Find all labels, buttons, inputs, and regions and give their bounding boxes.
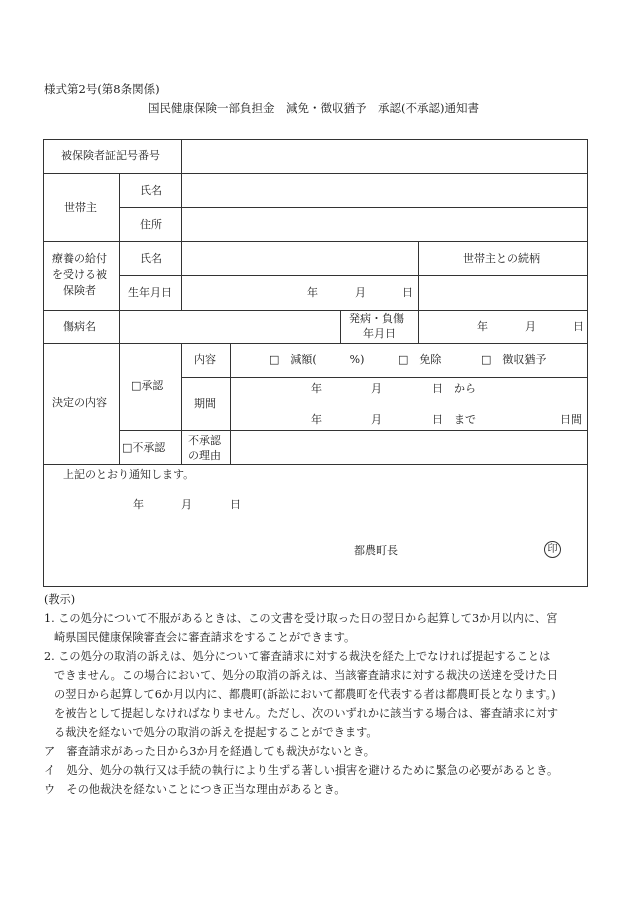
- decision-label: 決定の内容: [52, 396, 107, 409]
- disapprove-reason-label-line2: の理由: [188, 449, 221, 462]
- householder-address-label: 住所: [140, 218, 162, 231]
- relationship-label: 世帯主との続柄: [463, 252, 540, 265]
- approve-checkbox-label[interactable]: □承認: [131, 379, 164, 392]
- recipient-name-label: 氏名: [140, 252, 162, 265]
- form-number: 様式第2号(第8条関係): [44, 82, 160, 96]
- householder-label: 世帯主: [64, 201, 97, 214]
- note-item1-line1: 1. この処分について不服があるときは、この文書を受け取った日の翌日から起算して3か月以内に、宮: [44, 612, 558, 625]
- seal-char: 印: [547, 544, 558, 555]
- note-item-u: ウ その他裁決を経ないことにつき正当な理由があるとき。: [44, 783, 346, 796]
- onset-day: 日: [573, 320, 584, 333]
- onset-month: 月: [525, 320, 536, 333]
- instructions-section: [44, 590, 594, 799]
- option-deferral[interactable]: □ 徴収猶予: [481, 353, 547, 366]
- onset-year: 年: [477, 320, 488, 333]
- note-item1-line2: 崎県国民健康保険審査会に審査請求をすることができます。: [54, 631, 356, 644]
- notice-form-table: [43, 139, 588, 587]
- note-item-a: ア 審査請求があった日から3か月を経過しても裁決がないとき。: [44, 745, 375, 758]
- note-item2-line3: の翌日から起算して6か月以内に、都農町(訴訟において都農町を代表する者は都農町長となります。): [54, 688, 556, 701]
- note-item-i: イ 処分、処分の執行又は手続の執行により生ずる著しい損害を避けるために緊急の必要があるとき。: [44, 764, 559, 777]
- householder-name-field[interactable]: [182, 174, 587, 207]
- disease-label: 傷病名: [63, 320, 96, 333]
- content-label: 内容: [194, 353, 216, 366]
- recipient-label-line2: を受ける被: [52, 268, 107, 281]
- birthdate-day: 日: [402, 286, 413, 299]
- option-exemption[interactable]: □ 免除: [398, 353, 442, 366]
- birthdate-year: 年: [307, 286, 318, 299]
- document-title: 国民健康保険一部負担金 減免・徴収猶予 承認(不承認)通知書: [148, 101, 479, 115]
- notice-day: 日: [230, 498, 241, 511]
- note-item2-line2: できません。この場合において、処分の取消の訴えは、当該審査請求に対する裁決の送達を受けた日: [54, 669, 558, 682]
- period-end-year: 年: [311, 413, 322, 426]
- note-item2-line5: る裁決を経ないで処分の取消の訴えを提起することができます。: [54, 726, 378, 739]
- notice-year: 年: [133, 498, 144, 511]
- onset-label-line1: 発病・負傷: [349, 312, 404, 325]
- insured-number-field[interactable]: [182, 140, 587, 173]
- note-item2-line4: を被告として提起しなければなりません。ただし、次のいずれかに該当する場合は、審査請求に対す: [54, 707, 559, 720]
- period-end-day: 日 まで: [432, 413, 476, 426]
- insured-number-label: 被保険者証記号番号: [61, 149, 160, 162]
- period-end-month: 月: [371, 413, 382, 426]
- recipient-name-field[interactable]: [182, 242, 418, 275]
- disapprove-checkbox-label[interactable]: □不承認: [122, 441, 166, 454]
- notes-heading: (教示): [44, 593, 76, 606]
- note-item2-line1: 2. この処分の取消の訴えは、処分について審査請求に対する裁決を経た上でなければ提起することは: [44, 650, 551, 663]
- notice-month: 月: [181, 498, 192, 511]
- period-label: 期間: [194, 397, 216, 410]
- disease-field[interactable]: [120, 311, 340, 343]
- relationship-field[interactable]: [419, 276, 587, 310]
- notice-text: 上記のとおり通知します。: [63, 468, 195, 481]
- seal-mark: [544, 541, 561, 558]
- onset-label-line2: 年月日: [363, 327, 396, 340]
- recipient-label-line1: 療養の給付: [52, 252, 107, 265]
- householder-name-label: 氏名: [140, 184, 162, 197]
- householder-address-field[interactable]: [182, 208, 587, 241]
- period-start-year: 年: [311, 382, 322, 395]
- option-reduction[interactable]: □ 減額( %): [269, 353, 365, 366]
- birthdate-label: 生年月日: [128, 286, 172, 299]
- birthdate-month: 月: [355, 286, 366, 299]
- period-days: 日間: [560, 413, 582, 426]
- disapprove-reason-label-line1: 不承認: [188, 434, 221, 447]
- mayor-label: 都農町長: [354, 544, 398, 557]
- recipient-label-line3: 保険者: [63, 284, 96, 297]
- disapprove-reason-field[interactable]: [231, 431, 587, 464]
- period-start-month: 月: [371, 382, 382, 395]
- period-start-day: 日 から: [432, 382, 476, 395]
